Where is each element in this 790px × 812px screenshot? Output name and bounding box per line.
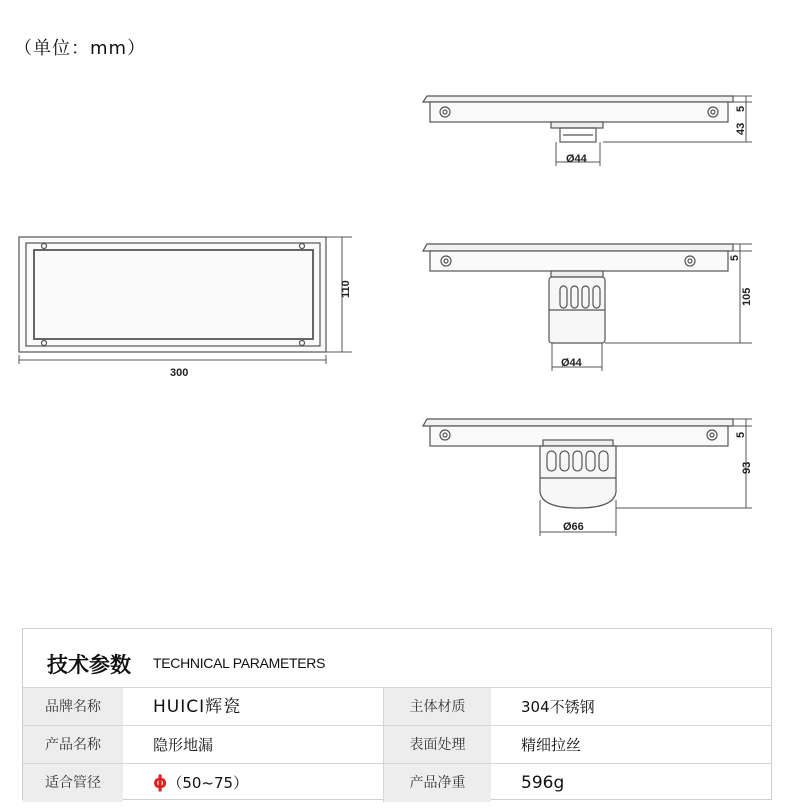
- dim-side2-height: 105: [741, 287, 753, 306]
- tech-params-header: [23, 629, 771, 687]
- dim-side1-height: 43: [735, 122, 747, 135]
- spec-value: 596g: [521, 773, 565, 793]
- spec-row: [23, 763, 771, 802]
- dim-front-height: 110: [340, 280, 352, 298]
- dim-side3-height: 93: [741, 461, 753, 474]
- spec-value: 304不锈钢: [521, 698, 595, 716]
- spec-label: 产品名称: [23, 726, 123, 764]
- tech-params-subtitle: TECHNICAL PARAMETERS: [153, 655, 326, 671]
- spec-value: 隐形地漏: [153, 736, 214, 754]
- dim-side1-flange: 5: [735, 105, 747, 112]
- spec-label: 主体材质: [383, 688, 491, 726]
- dim-side3-flange: 5: [735, 431, 747, 438]
- front-view: [19, 237, 352, 364]
- spec-value: 精细拉丝: [521, 736, 582, 754]
- spec-label: 表面处理: [383, 726, 491, 764]
- spec-label: 产品净重: [383, 764, 491, 802]
- diameter-symbol: ϕ: [153, 772, 168, 793]
- side-view-1: [423, 96, 752, 166]
- spec-label: 品牌名称: [23, 688, 123, 726]
- unit-label: （单位：mm）: [14, 38, 147, 59]
- spec-value: HUICI辉瓷: [153, 697, 242, 717]
- dim-side2-flange: 5: [729, 254, 741, 261]
- side-view-3: [423, 419, 752, 536]
- dim-front-width: 300: [170, 367, 189, 379]
- dim-side1-diameter: Ø44: [566, 153, 587, 165]
- spec-row: [23, 725, 771, 764]
- pipe-range: （50~75）: [167, 774, 249, 792]
- spec-label: 适合管径: [23, 764, 123, 802]
- dim-side3-diameter: Ø66: [563, 521, 584, 533]
- tech-params-table: [22, 628, 772, 800]
- tech-params-title: 技术参数: [47, 653, 131, 677]
- spec-row: [23, 687, 771, 726]
- spec-value-pipe: [153, 764, 383, 802]
- dim-side2-diameter: Ø44: [561, 357, 582, 369]
- side-view-2: [423, 244, 752, 371]
